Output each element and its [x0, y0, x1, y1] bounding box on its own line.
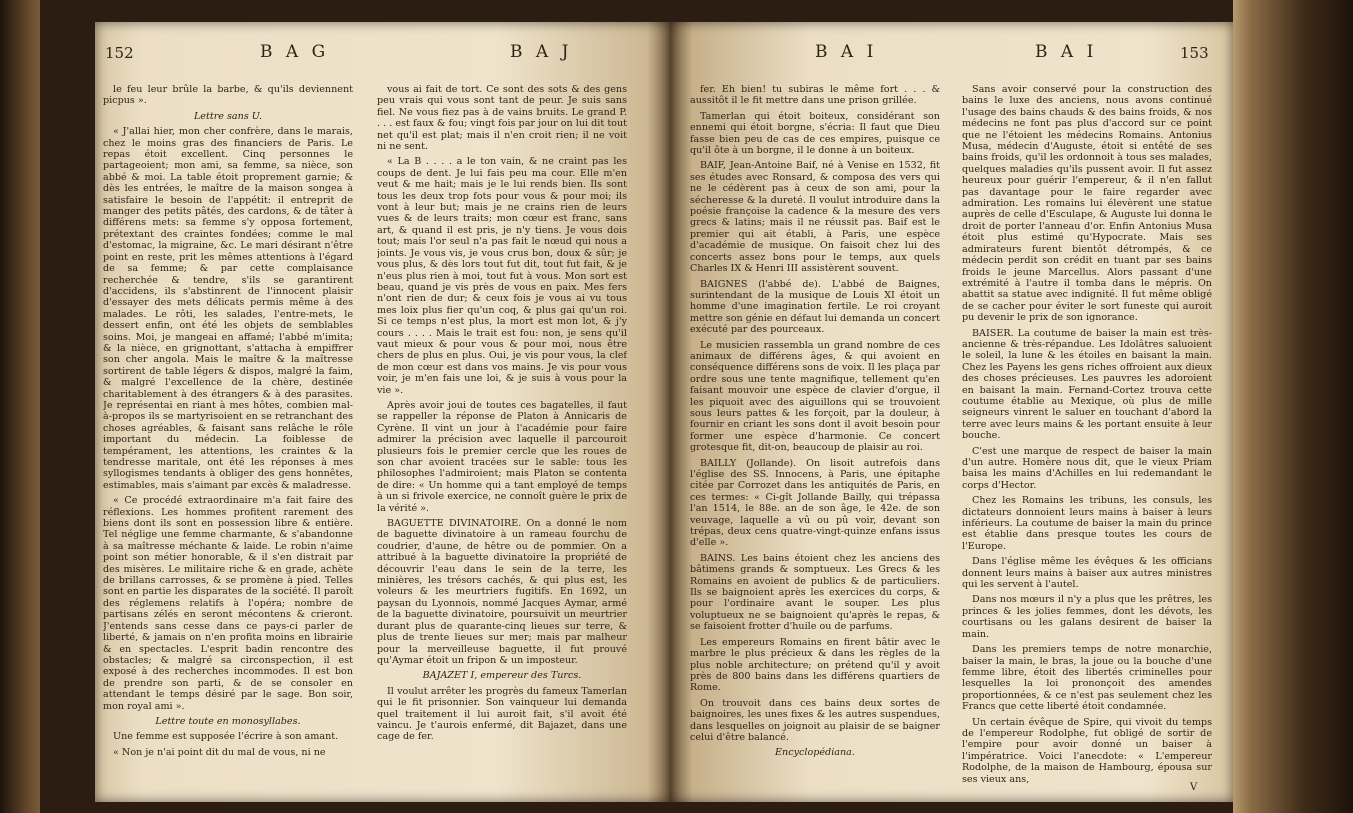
- signature-mark: V: [1190, 782, 1198, 793]
- right-page-column-2: [962, 84, 1212, 784]
- left-page: [95, 22, 670, 802]
- paragraph: Les empereurs Romains en firent bâtir avec le marbre le plus précieux & dans les règles de la plus noble architecture; on prétend qu'il y avoit près de 800 bains dans les différens quartiers de Rome.: [690, 636, 940, 694]
- section-heading: Lettre toute en monosyllabes.: [155, 715, 301, 727]
- paragraph: le feu leur brûle la barbe, & qu'ils deviennent picpus ».: [103, 84, 353, 107]
- entry-baignes: BAIGNES (l'abbé de). L'abbé de Baignes, surintendant de la musique de Louis XI étoit un homme d'une imagination fertile. Le roi croyant mettre son génie en défaut lui demanda un concert exécuté par des pourceaux.: [690, 278, 940, 336]
- paragraph: Une femme est supposée l'écrire à son amant.: [113, 731, 339, 743]
- left-page-column-2: [377, 84, 627, 784]
- paragraph: Dans nos mœurs il n'y a plus que les prêtres, les princes & les jolies femmes, dont les dévots, les courtisans ou les galans desirent de baiser la main.: [962, 594, 1212, 640]
- paragraph: Sans avoir conservé pour la construction des bains le luxe des anciens, nous avons continué l'usage des bains chauds & des bains froids, & nos médecins ne font pas plus d'accord sur ce point que ne l'étoient les médecins Romains. Antonius Musa, médecin d'Auguste, étoit si entêté de ses bains froids, qu'il les ordonnoit à tous ses malades, quelques maladies qu'ils pussent avoir. Il fut assez heureux pour guérir l'empereur, & il n'en fallut pas davantage pour le faire regarder avec admiration. Les romains lui élevèrent une statue auprès de celle d'Esculape, & Auguste lui donna le droit de porter l'anneau d'or. Enfin Antonius Musa étoit plus estimé qu'Hypocrate. Mais ses admirateurs furent bientôt détrompés, & ce médecin perdit son crédit en tuant par ses bains froids le jeune Marcellus. Alors passant d'une extrémité à l'autre il tomba dans le mépris. On abattit sa statue avec indignité. Il fut même obligé de se cacher pour éviter le sort funeste qui auroit pu devenir le prix de son ignorance.: [962, 84, 1212, 324]
- book-cover-left-edge: [0, 0, 40, 813]
- paragraph: Chez les Romains les tribuns, les consuls, les dictateurs donnoient leurs mains à baiser à leurs inférieurs. La coutume de baiser la main du prince est établie dans presque toutes les cours de l'Europe.: [962, 495, 1212, 552]
- section-heading: Lettre sans U.: [193, 110, 263, 122]
- paragraph: Dans l'église même les évêques & les officians donnent leurs mains à baiser aux autres ministres qui les servent à l'autel.: [962, 556, 1212, 591]
- page-number-left: 152: [105, 44, 134, 62]
- running-head-right-2: B A I: [1035, 42, 1098, 62]
- paragraph: Après avoir joui de toutes ces bagatelles, il faut se rappeller la réponse de Platon à Annicaris de Cyrène. Il vint un jour à l'académie pour faire admirer la précision avec laquelle il parcouroit plusieurs fois le premier cercle que les roues de son char avoient tracées sur le sable: tous les philosophes l'admiroient; mais Platon se contenta de dire: « Un homme qui a tant employé de temps à un si frivole exercice, ne connoît guère le prix de la vérité ».: [377, 399, 627, 514]
- entry-baguette: BAGUETTE DIVINATOIRE. On a donné le nom de baguette divinatoire à un rameau fourchu de coudrier, d'aune, de hêtre ou de pommier. On a attribué à la baguette divinatoire la propriété de découvrir l'eau dans le sein de la terre, les minières, les trésors cachés, & qui plus est, les voleurs & les meurtriers fugitifs. En 1692, un paysan du Lyonnois, nommé Jacques Aymar, armé de la baguette divinatoire, poursuivit un meurtrier durant plus de quarante-cinq lieues sur terre, & plus de trente lieues sur mer; mais par malheur pour la merveilleuse baguette, il fut prouvé qu'Aymar étoit un fripon & un imposteur.: [377, 518, 627, 666]
- entry-bains: BAINS. Les bains étoient chez les anciens des bâtimens grands & somptueux. Les Grecs & les Romains en avoient de publics & de particuliers. Ils se baignoient après les exercices du corps, & pour l'ordinaire avant le souper. Les plus voluptueux ne se baignoient qu'après le repas, & se faisoient frotter d'huile ou de parfums.: [690, 552, 940, 633]
- paragraph: « Non je n'ai point dit du mal de vous, ni ne: [113, 746, 326, 758]
- paragraph: Il voulut arrêter les progrès du fameux Tamerlan qui le fit prisonnier. Son vainqueur lui demanda quel traitement il lui auroit fait, s'il avoit été vaincu. Je t'aurois enfermé, dit Bajazet, dans une cage de fer.: [377, 685, 627, 743]
- entry-baiser: BAISER. La coutume de baiser la main est très-ancienne & très-répandue. Les Idolâtres saluoient le soleil, la lune & les étoiles en baisant la main. Chez les Payens les gens riches offroient aux dieux des choses précieuses. Les pauvres les adoroient en baisant la main. Fernand-Cortez trouva cette coutume établie au Mexique, où plus de mille seigneurs vinrent le saluer en touchant d'abord la terre avec leurs mains & les portant ensuite à leur bouche.: [962, 327, 1212, 442]
- running-head-left-1: B A G: [260, 42, 330, 62]
- paragraph: C'est une marque de respect de baiser la main d'un autre. Homère nous dit, que le vieux Priam baisa les mains d'Achilles en lui redemandant le corps d'Hector.: [962, 445, 1212, 491]
- entry-baif: BAIF, Jean-Antoine Baif, né à Venise en 1532, fit ses études avec Ronsard, & composa des vers qui ne le cédèrent pas à ceux de son ami, pour la sécheresse & la dureté. Il voulut introduire dans la poésie françoise la cadence & la mesure des vers grecs & latins; mais il ne réussit pas. Baif est le premier qui ait établi, à Paris, une espèce d'académie de musique. On faisoit chez lui des concerts assez bons pour le temps, aux quels Charles IX & Henri III assistèrent souvent.: [690, 160, 940, 275]
- running-head-right-1: B A I: [815, 42, 878, 62]
- source-credit: Encyclopédiana.: [775, 747, 855, 759]
- right-page: [670, 22, 1233, 802]
- paragraph: Un certain évêque de Spire, qui vivoit du temps de l'empereur Rodolphe, fut obligé de sortir de l'empire pour avoir donné un baiser à l'impératrice. Voici l'anecdote: « L'empereur Rodolphe, de la maison de Hambourg, épousa sur ses vieux ans,: [962, 716, 1212, 784]
- right-page-column-1: [690, 84, 940, 784]
- entry-heading-bajazet: BAJAZET I, empereur des Turcs.: [422, 670, 582, 682]
- book-cover-right-edge: [1233, 0, 1353, 813]
- left-page-column-1: [103, 84, 353, 784]
- entry-bailly: BAILLY (Jollande). On lisoit autrefois dans l'église des SS. Innocens, à Paris, une épitaphe citée par Corrozet dans les antiquités de Paris, en ces termes: « Ci-gît Jollande Bailly, qui trépassa l'an 1514, le 88e. an de son âge, le 42e. de son veuvage, laquelle a vû ou pû voir, devant son trépas, deux cens quatre-vingt-quinze enfans issus d'elle ».: [690, 457, 940, 549]
- paragraph: fer. Eh bien! tu subiras le même fort . . . & aussitôt il le fit mettre dans une prison grillée.: [690, 84, 940, 107]
- paragraph: vous ai fait de tort. Ce sont des sots & des gens peu vrais qui vous sont tant de peur. Je suis sans fiel. Ne vous fiez pas à de vains bruits. Le grand P. . . . est faux & fou; vingt fois par jour on lui dit tout net qu'il est plat; mais il n'en croit rien; il ne voit ni ne sent.: [377, 84, 627, 153]
- paragraph: « J'allai hier, mon cher confrère, dans le marais, chez le moins gras des financiers de Paris. Le repas étoit excellent. Cinq personnes le partageoient; mon ami, sa femme, sa nièce, son abbé & moi. La table étoit proprement garnie; & dès les entrées, le maître de la maison songea à satisfaire le besoin de l'appétit: il entreprit de manger des petits pâtés, des cardons, & de tâter à différens mets: sa femme s'y opposa fortement, prétextant des craintes fondées; comme le mal d'estomac, la migraine, &c. Le mari désirant n'être point en reste, prit les mêmes attentions à l'égard de sa femme; & par cette complaisance recherchée & tendre, s'ils se garantirent d'accidens, ils s'abstinrent de l'innocent plaisir d'essayer des mets délicats permis même à des malades. Le rôti, les salades, l'entre-mets, le dessert enfin, ont été les objets de semblables soins. Moi, je mangeai en affamé; l'abbé m'imita; & la nièce, en grignottant, s'attacha à empiffrer son cher angola. Mais le maître & la maîtresse sortirent de table légers & dispos, malgré la faim, & malgré l'excellence de la chère, destinée charitablement à des étrangers & à des parasites. Je représentai en riant à mes hôtes, combien mal-à-propos ils se martyrisoient en se retranchant des choses agréables, & faisant sans relâche le rôle important du médecin. La foiblesse de tempérament, les attentions, les craintes & la tendresse maritale, ont été les réponses à mes syllogismes tendants à obliger des gens honnêtes, estimables, mais s'aimant par excès & maladresse.: [103, 126, 353, 491]
- paragraph: « La B . . . . a le ton vain, & ne craint pas les coups de dent. Je lui fais peu ma cour. Elle m'en veut & me hait; mais je le lui rends bien. Ils sont tous les deux trop fots pour vous & pour moi; ils vont à leur but; mais je ne crains rien de leurs vues & de leurs traits; mon cœur est franc, sans art, & quand il est pris, je n'y tiens. Je vous dois tout; mais l'or seul n'a pas fait le nœud qui nous a joints. Je vous vis, je vous crus bon, doux & sûr; je vous plus, & dès lors tout fut dit, tout fut fait, & je n'eus plus rien à moi, tout fut à vous. Mon sort est beau, quand je vis près de vous en paix. Mes fers n'ont rien de dur; & ceux fois je vous ai vu tous mes loix plus fier qu'un coq, & plus gai qu'un roi. Si ce temps n'est plus, la mort est mon lot, & j'y cours . . . . Mais le trait est fou: non, je sens qu'il vaut mieux & pour vous & pour moi, nous être chers de plus en plus. Oui, je vis pour vous, la clef de mon cœur est dans vos mains. Je vis pour vous voir, je m'en fais une loi, & je suis à vous pour la vie ».: [377, 156, 627, 396]
- paragraph: Dans les premiers temps de notre monarchie, baiser la main, le bras, la joue ou la bouche d'une femme libre, étoit des libertés criminelles pour lesquelles la loi prononçoit des amendes proportionnées, & ce n'est pas seulement chez les Francs que cette liberté étoit condamnée.: [962, 644, 1212, 713]
- paragraph: Tamerlan qui étoit boiteux, considérant son ennemi qui étoit borgne, s'écria: Il faut que Dieu fasse bien peu de cas de ces empires, puisque ce qu'il ôte à un borgne, il le donne à un boiteux.: [690, 110, 940, 157]
- paragraph: Le musicien rassembla un grand nombre de ces animaux de différens âges, & qui avoient en conséquence différens sons de voix. Il les plaça par ordre sous une tente magnifique, tellement qu'en faisant mouvoir une espèce de clavier d'orgue, il les piquoit avec des aiguillons qui se trouvoient sous leurs pattes & les forçoit, par la douleur, à fournir en criant les sons dont il avoit besoin pour former une espèce d'harmonie. Ce concert grotesque fit, dit-on, beaucoup de plaisir au roi.: [690, 339, 940, 454]
- paragraph: « Ce procédé extraordinaire m'a fait faire des réflexions. Les hommes profitent rarement des biens dont ils sont en possession libre & entière. Tel néglige une femme charmante, & s'abandonne à sa maîtresse méchante & laide. Le robin n'aime point son métier honorable, & il s'en distrait par des misères. Le militaire riche & en grade, achète de brillans carrosses, & se promène à pied. Telles sont en partie les disparates de la société. Il paroît des réglemens relatifs à l'opéra; nombre de partisans zélés en seront mécontens & crieront. J'entends sans cesse dans ce pays-ci parler de liberté, & jamais on n'en profita moins en librairie & en spectacles. L'esprit badin rencontre des obstacles; & malgré sa circonspection, il est exposé à des recherches incommodes. Il est bon de prendre son parti, & de se consoler en attendant le temps désiré par le sage. Bon soir, mon royal ami ».: [103, 495, 353, 712]
- running-head-left-2: B A J: [510, 42, 573, 62]
- paragraph: On trouvoit dans ces bains deux sortes de baignoires, les unes fixes & les autres suspendues, dans lesquelles on joignoit au plaisir de se baigner celui d'être balancé.: [690, 697, 940, 743]
- page-number-right: 153: [1180, 44, 1209, 62]
